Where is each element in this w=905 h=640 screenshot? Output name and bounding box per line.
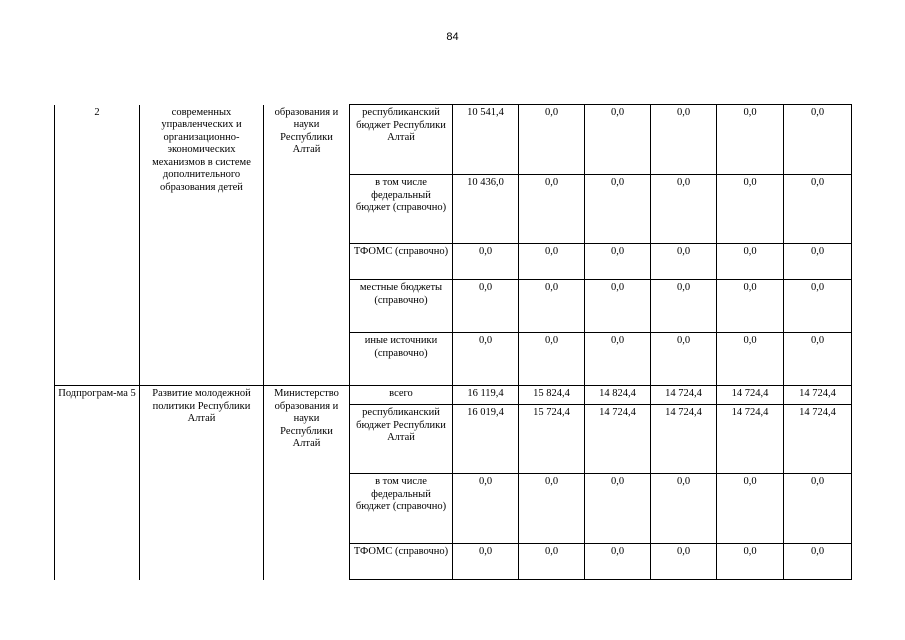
funding-source-cell: местные бюджеты (справочно) [350, 280, 453, 333]
amount-cell: 0,0 [651, 544, 717, 580]
amount-cell: 0,0 [651, 175, 717, 244]
funding-source-cell: в том числе федеральный бюджет (справочно) [350, 175, 453, 244]
amount-cell: 0,0 [717, 544, 784, 580]
amount-cell: 0,0 [519, 544, 585, 580]
amount-cell: 0,0 [585, 105, 651, 175]
amount-cell: 0,0 [453, 280, 519, 333]
amount-cell: 0,0 [717, 105, 784, 175]
amount-cell: 14 724,4 [784, 386, 852, 405]
amount-cell: 0,0 [453, 474, 519, 544]
amount-cell: 14 724,4 [717, 405, 784, 474]
amount-cell: 10 436,0 [453, 175, 519, 244]
amount-cell: 16 119,4 [453, 386, 519, 405]
amount-cell: 0,0 [717, 333, 784, 386]
amount-cell: 0,0 [651, 280, 717, 333]
amount-cell: 14 724,4 [651, 405, 717, 474]
amount-cell: 15 824,4 [519, 386, 585, 405]
funding-source-cell: всего [350, 386, 453, 405]
amount-cell: 0,0 [519, 474, 585, 544]
amount-cell: 0,0 [784, 474, 852, 544]
amount-cell: 0,0 [585, 333, 651, 386]
executor-cell: образования и науки Республики Алтай [264, 105, 350, 386]
amount-cell: 10 541,4 [453, 105, 519, 175]
table-row [55, 105, 852, 175]
amount-cell: 0,0 [717, 280, 784, 333]
amount-cell: 0,0 [784, 280, 852, 333]
amount-cell: 0,0 [585, 175, 651, 244]
table-body [55, 105, 852, 580]
funding-source-cell: в том числе федеральный бюджет (справочно) [350, 474, 453, 544]
amount-cell: 0,0 [585, 244, 651, 280]
amount-cell: 14 824,4 [585, 386, 651, 405]
amount-cell: 0,0 [453, 333, 519, 386]
amount-cell: 0,0 [585, 280, 651, 333]
program-name-cell: современных управленческих и организационно-экономических механизмов в системе дополнительного образования детей [140, 105, 264, 386]
amount-cell: 14 724,4 [717, 386, 784, 405]
amount-cell: 0,0 [717, 474, 784, 544]
amount-cell: 0,0 [519, 280, 585, 333]
budget-table [54, 104, 852, 580]
amount-cell: 0,0 [784, 105, 852, 175]
amount-cell: 0,0 [784, 244, 852, 280]
funding-source-cell: ТФОМС (справочно) [350, 544, 453, 580]
amount-cell: 0,0 [784, 175, 852, 244]
amount-cell: 0,0 [717, 244, 784, 280]
amount-cell: 0,0 [585, 474, 651, 544]
amount-cell: 0,0 [651, 474, 717, 544]
amount-cell: 14 724,4 [651, 386, 717, 405]
funding-source-cell: иные источники (справочно) [350, 333, 453, 386]
row-number-cell: 2 [55, 105, 140, 386]
funding-source-cell: республиканский бюджет Республики Алтай [350, 405, 453, 474]
amount-cell: 0,0 [519, 244, 585, 280]
funding-source-cell: ТФОМС (справочно) [350, 244, 453, 280]
amount-cell: 0,0 [519, 105, 585, 175]
program-name-cell: Развитие молодежной политики Республики Алтай [140, 386, 264, 580]
amount-cell: 0,0 [519, 175, 585, 244]
executor-cell: Министерство образования и науки Республики Алтай [264, 386, 350, 580]
page-number: 84 [446, 31, 459, 43]
table-row [55, 386, 852, 405]
amount-cell: 0,0 [784, 333, 852, 386]
amount-cell: 0,0 [784, 544, 852, 580]
row-number-cell: Подпрограм-ма 5 [55, 386, 140, 580]
amount-cell: 0,0 [651, 333, 717, 386]
amount-cell: 0,0 [519, 333, 585, 386]
amount-cell: 0,0 [453, 244, 519, 280]
amount-cell: 0,0 [651, 105, 717, 175]
funding-source-cell: республиканский бюджет Республики Алтай [350, 105, 453, 175]
amount-cell: 0,0 [717, 175, 784, 244]
amount-cell: 16 019,4 [453, 405, 519, 474]
amount-cell: 15 724,4 [519, 405, 585, 474]
amount-cell: 0,0 [453, 544, 519, 580]
amount-cell: 0,0 [651, 244, 717, 280]
amount-cell: 14 724,4 [585, 405, 651, 474]
amount-cell: 14 724,4 [784, 405, 852, 474]
amount-cell: 0,0 [585, 544, 651, 580]
